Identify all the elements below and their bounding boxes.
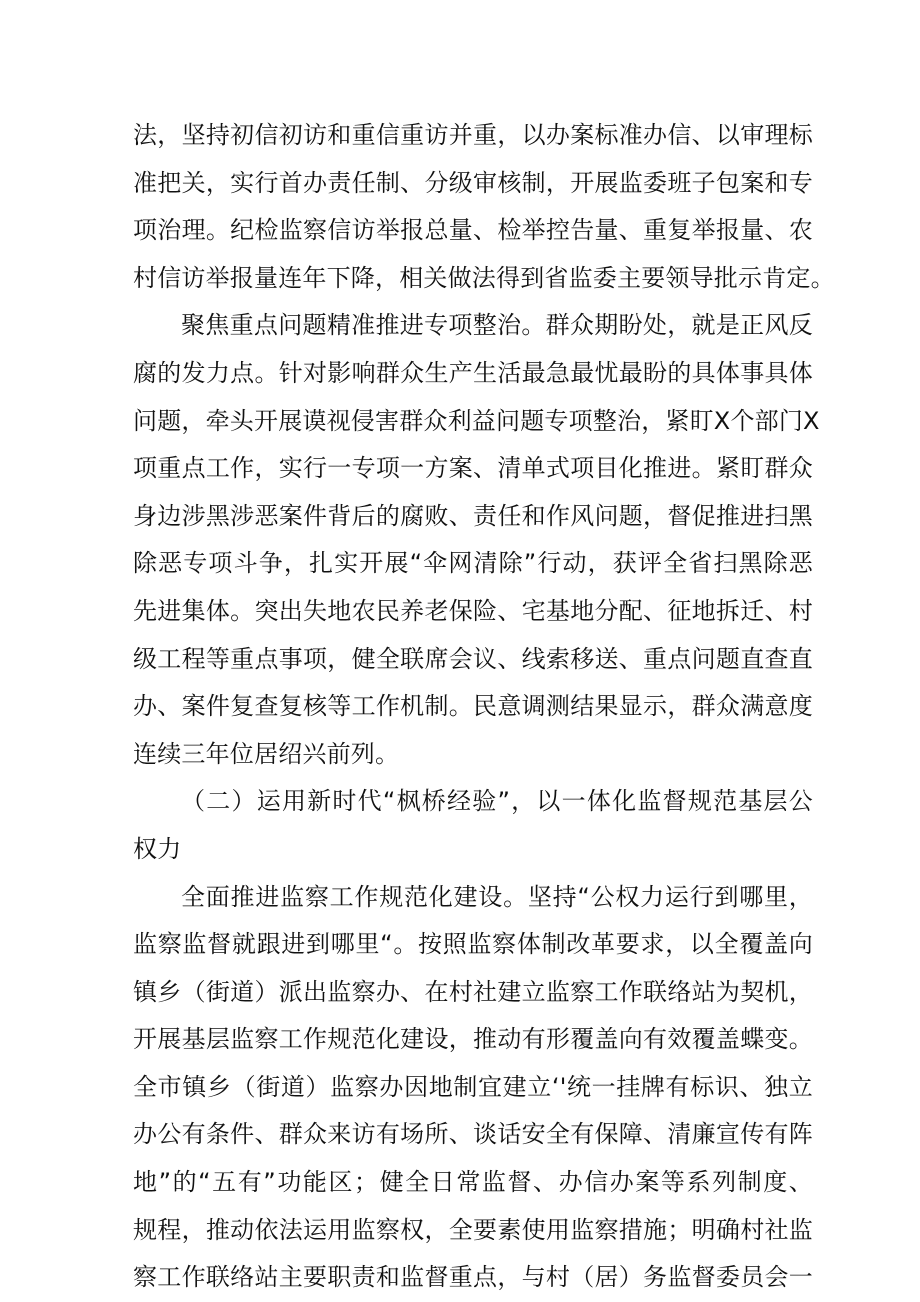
text-line: 规程，推动依法运用监察权，全要素使用监察措施；明确村社监: [133, 1215, 813, 1244]
document-body: [133, 112, 835, 1302]
text-line: 开展基层监察工作规范化建设，推动有形覆盖向有效覆盖蝶变。: [133, 1025, 813, 1054]
section-heading-fengqiao: [133, 778, 813, 873]
text-line: 腐的发力点。针对影响群众生产生活最急最忧最盼的具体事具体: [133, 358, 813, 387]
text-line: 监察监督就跟进到哪里“。按照监察体制改革要求，以全覆盖向: [133, 930, 813, 959]
text-line: 级工程等重点事项，健全联席会议、线索移送、重点问题直查直: [133, 644, 813, 673]
text-line: 全市镇乡（街道）监察办因地制宜建立‘'统一挂牌有标识、独立: [133, 1072, 813, 1101]
text-line: 办、案件复查复核等工作机制。民意调测结果显示，群众满意度: [133, 692, 813, 721]
text-line: 问题，牵头开展谟视侵害群众利益问题专项整治，紧盯X个部门X: [133, 406, 820, 435]
text-line: 先进集体。突出失地农民养老保险、宅基地分配、征地拆迁、村: [133, 596, 813, 625]
text-line: 项重点工作，实行一专项一方案、清单式项目化推进。紧盯群众: [133, 454, 813, 483]
text-line: 察工作联络站主要职责和监督重点，与村（居）务监督委员会一: [133, 1263, 813, 1292]
heading-line: （二）运用新时代“枫桥经验”，以一体化监督规范基层公: [181, 787, 813, 816]
text-line: 身边涉黑涉恶案件背后的腐败、责任和作风问题，督促推进扫黑: [133, 501, 813, 530]
text-line: 村信访举报量连年下降，相关做法得到省监委主要领导批示肯定。: [133, 263, 835, 292]
text-line: 聚焦重点问题精准推进专项整治。群众期盼处，就是正风反: [181, 311, 813, 340]
paragraph-supervision-standardization: [133, 874, 813, 1302]
text-line: 镇乡（街道）派出监察办、在村社建立监察工作联络站为契机，: [133, 977, 813, 1006]
text-line: 法，坚持初信初访和重信重访并重，以办案标准办信、以审理标: [133, 121, 813, 149]
heading-line: 权力: [133, 834, 182, 863]
text-line: 除恶专项斗争，扎实开展“伞网清除”行动，获评全省扫黑除恶: [133, 549, 813, 578]
paragraph-petition-handling: [133, 112, 835, 302]
text-line: 办公有条件、群众来访有场所、谈话安全有保障、清廉宣传有阵: [133, 1120, 813, 1149]
text-line: 全面推进监察工作规范化建设。坚持“公权力运行到哪里，: [181, 882, 813, 911]
text-line: 地”的“五有”功能区；健全日常监督、办信办案等系列制度、: [133, 1168, 813, 1197]
text-line: 连续三年位居绍兴前列。: [133, 739, 400, 768]
paragraph-special-rectification: [133, 302, 820, 778]
text-line: 准把关，实行首办责任制、分级审核制，开展监委班子包案和专: [133, 168, 813, 197]
text-line: 项治理。纪检监察信访举报总量、检举控告量、重复举报量、农: [133, 216, 813, 245]
